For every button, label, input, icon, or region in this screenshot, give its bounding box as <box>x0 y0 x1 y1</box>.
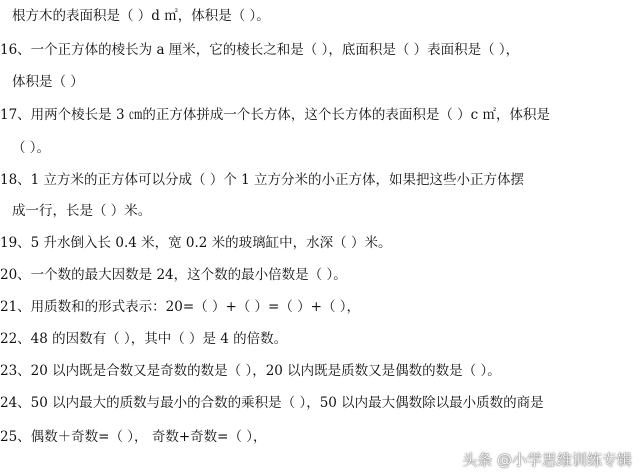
question-16: 16、一个正方体的棱长为 a 厘米，它的棱长之和是（ ），底面积是（ ）表面积是（ ）， <box>0 42 520 58</box>
question-25: 25、偶数＋奇数=（ ）， 奇数+奇数=（ ）， <box>0 429 267 445</box>
question-21: 21、用质数和的形式表示：20=（ ）+（ ）=（ ）+（ ）， <box>0 299 361 315</box>
question-15-continued: 根方木的表面积是（ ）d ㎡，体积是（ ）。 <box>12 8 270 24</box>
question-22: 22、48 的因数有（ ），其中（ ）是 4 的倍数。 <box>0 331 288 347</box>
question-17: 17、用两个棱长是 3 ㎝的正方体拼成一个长方体，这个长方体的表面积是（ ）c ㎡，体积是 <box>0 107 550 123</box>
question-19: 19、5 升水倒入长 0.4 米，宽 0.2 米的玻璃缸中，水深（ ）米。 <box>0 235 392 251</box>
question-23: 23、20 以内既是合数又是奇数的数是（ ），20 以内既是质数又是偶数的数是（ ）。 <box>0 363 501 379</box>
question-20: 20、一个数的最大因数是 24，这个数的最小倍数是（ ）。 <box>0 267 347 283</box>
question-16-continued: 体积是（ ） <box>12 74 84 90</box>
question-24: 24、50 以内最大的质数与最小的合数的乘积是（ ），50 以内最大偶数除以最小质数的商是 <box>0 395 544 411</box>
question-18-continued: 成一行，长是（ ）米。 <box>12 203 152 219</box>
question-17-continued: （ ）。 <box>12 140 51 156</box>
question-18: 18、1 立方米的正方体可以分成（ ）个 1 立方分米的小正方体，如果把这些小正方体摆 <box>0 172 525 188</box>
watermark-text: 头条 @小学思维训练专辑 <box>462 451 632 469</box>
